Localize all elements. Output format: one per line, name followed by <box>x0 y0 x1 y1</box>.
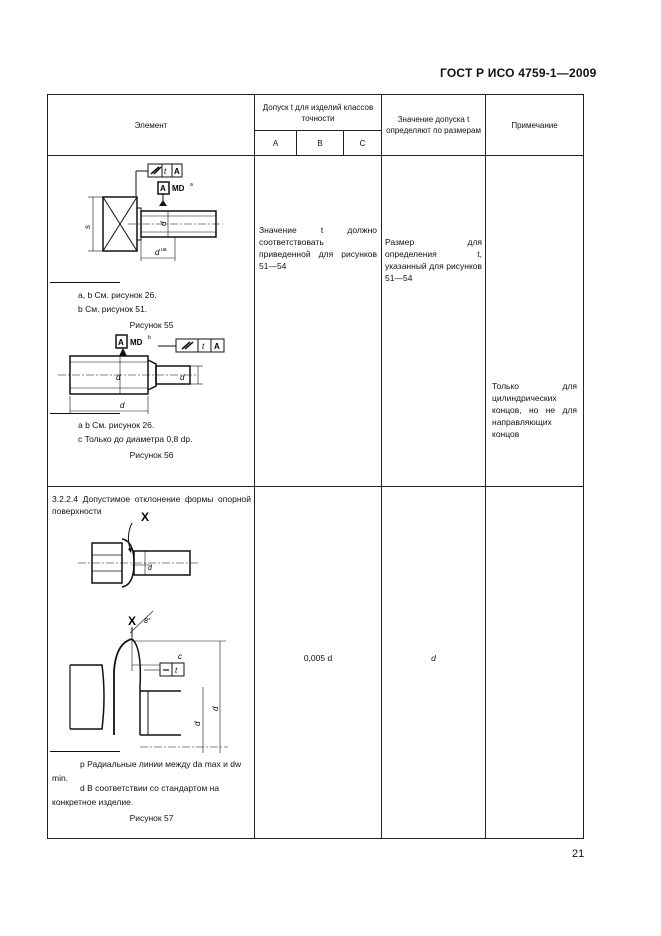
svg-text:A: A <box>174 167 180 176</box>
row2-tolerance-text: 0,005 d <box>303 653 333 663</box>
figure-55-drawing <box>48 156 255 276</box>
row1-tolerance-text: Значение t должно соответствовать приведенной для рисунков 51—54 <box>259 225 378 271</box>
header-class-c: C <box>344 131 382 156</box>
figure-57-footnote-1: p Радиальные линии между da max и dw min. <box>52 759 242 783</box>
figure-57-label-angle: 8° <box>144 618 151 625</box>
header-class-b: B <box>297 131 344 156</box>
footnote-divider <box>50 413 120 414</box>
row2-value-text: d <box>431 653 436 663</box>
svg-text:d: d <box>120 401 125 410</box>
standard-id: ГОСТ Р ИСО 4759-1—2009 <box>440 66 597 80</box>
svg-text:MD: MD <box>172 184 185 193</box>
header-class-a: A <box>255 131 297 156</box>
figure-57-drawing <box>48 511 255 761</box>
figure-57-label-dw: d <box>211 706 220 711</box>
figure-57-label-x: X <box>128 614 137 628</box>
row1-note-text: Только для цилиндрических концов, но не для направляющих концов <box>492 381 578 439</box>
row2-value-cell <box>382 487 486 839</box>
figure-57-footnote-2: d В соответствии со стандартом на конкретное изделие. <box>52 783 220 807</box>
svg-text:A: A <box>160 184 166 193</box>
row2-tolerance-cell <box>255 487 382 839</box>
header-element: Элемент <box>48 95 255 156</box>
figure-57-label-c: c <box>178 652 182 661</box>
figure-57-label-x-top: X <box>141 511 150 524</box>
figure-56-caption: Рисунок 56 <box>129 450 174 460</box>
row2-note-cell <box>486 487 584 839</box>
figure-56-label-dp: d <box>180 373 185 382</box>
figure-55-label-s: s <box>83 225 92 229</box>
svg-text:a: a <box>190 182 193 188</box>
row1-element-cell <box>48 156 255 487</box>
svg-text:b: b <box>148 335 151 341</box>
svg-text:ua: ua <box>161 247 167 253</box>
footnote-divider <box>50 282 120 283</box>
tolerance-table <box>47 94 584 839</box>
row1-tolerance-cell <box>255 156 382 487</box>
header-tolerance-value: Значение допуска t определяют по размерам <box>382 95 486 156</box>
figure-56-label-d: d <box>116 373 121 382</box>
footnote-divider <box>50 751 120 752</box>
figure-55-label-da: d <box>155 248 160 257</box>
svg-text:MD: MD <box>130 338 143 347</box>
figure-55-footnote-2: b См. рисунок 51. <box>78 304 148 314</box>
svg-text:d: d <box>148 565 152 572</box>
svg-text:t: t <box>202 342 205 351</box>
figure-55-label-d: d <box>159 221 168 226</box>
page-number: 21 <box>572 848 585 860</box>
row1-value-cell <box>382 156 486 487</box>
figure-55-caption: Рисунок 55 <box>129 320 174 330</box>
row2-intro-text: 3.2.2.4 Допустимое отклонение формы опорной поверхности <box>52 494 251 516</box>
figure-56-footnote-1: a b См. рисунок 26. <box>78 420 155 430</box>
svg-text:A: A <box>118 338 124 347</box>
row1-note-cell <box>486 156 584 487</box>
svg-text:t: t <box>164 167 167 176</box>
figure-57-label-da: d <box>193 721 202 726</box>
figure-57-label-t: t <box>175 666 178 675</box>
row2-element-cell <box>48 487 255 839</box>
figure-57-caption: Рисунок 57 <box>129 813 174 823</box>
header-tolerance: Допуск t для изделий классов точности <box>255 95 382 131</box>
figure-55-footnote-1: a, b См. рисунок 26. <box>78 290 157 300</box>
figure-56-footnote-2: c Только до диаметра 0,8 dp. <box>78 434 193 444</box>
row1-value-text: Размер для определения t, указанный для рисунков 51—54 <box>385 237 483 283</box>
svg-text:A: A <box>214 342 220 351</box>
header-note: Примечание <box>486 95 584 156</box>
